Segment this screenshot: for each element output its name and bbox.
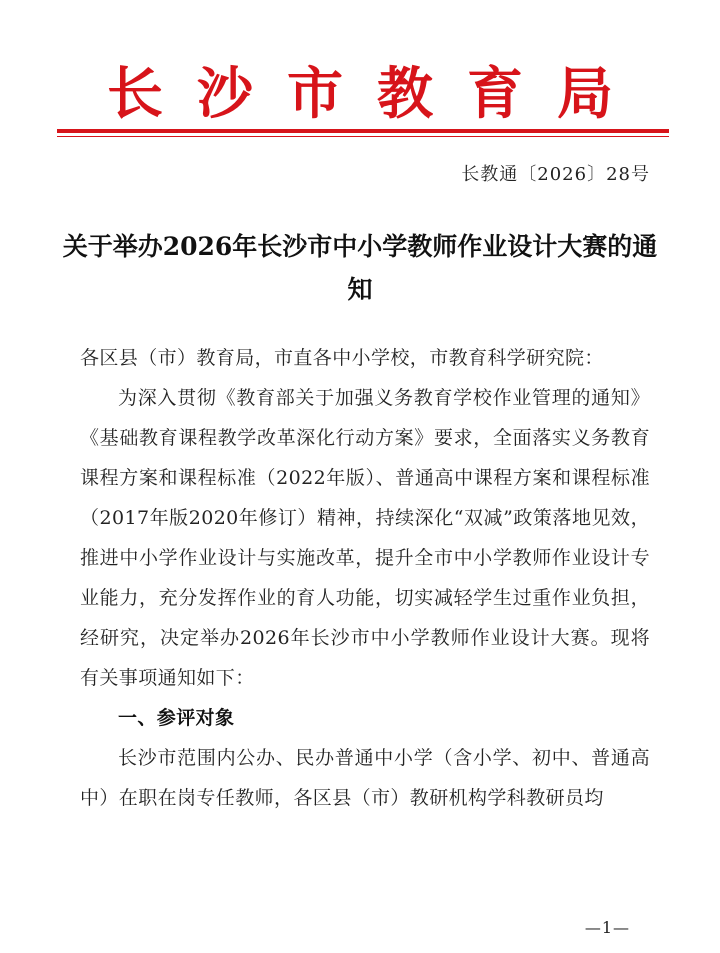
document-body — [80, 338, 650, 818]
section-paragraph: 长沙市范围内公办、民办普通中小学（含小学、初中、普通高中）在职在岗专任教师，各区县（市）教研机构学科教研员均 — [80, 747, 650, 809]
masthead-rule-thick — [57, 129, 669, 133]
salutation: 各区县（市）教育局，市直各中小学校，市教育科学研究院： — [80, 347, 604, 369]
document-number: 长教通〔2026〕28号 — [461, 164, 650, 185]
document-title: 关于举办2026年长沙市中小学教师作业设计大赛的通知 — [62, 232, 658, 304]
masthead-rule-thin — [57, 136, 669, 137]
section-heading: 一、参评对象 — [118, 707, 235, 729]
intro-paragraph: 为深入贯彻《教育部关于加强义务教育学校作业管理的通知》《基础教育课程教学改革深化行动方案》要求，全面落实义务教育课程方案和课程标准（2022年版）、普通高中课程方案和课程标准（2017年版2020年修订）精神，持续深化“双减”政策落地见效，推进中小学作业设计与实施改革，提升全市中小学教师作业设计专业能力，充分发挥作业的育人功能，切实减轻学生过重作业负担，经研究，决定举办2026年长沙市中小学教师作业设计大赛。现将有关事项通知如下： — [80, 387, 650, 689]
page-number: —1— — [584, 918, 630, 937]
masthead-title: 长沙市教育局 — [107, 61, 647, 127]
